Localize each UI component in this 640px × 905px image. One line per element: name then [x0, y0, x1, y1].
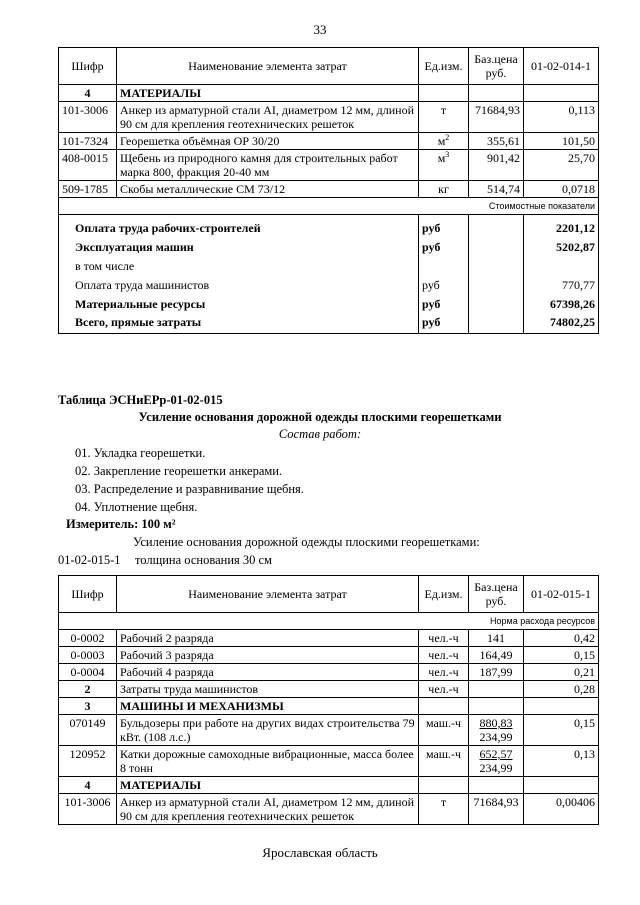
- summary-label: Оплата труда машинистов: [59, 276, 419, 295]
- row-unit: маш.-ч: [419, 746, 469, 777]
- row-price: 71684,93: [469, 794, 524, 825]
- row-code: 101-7324: [59, 133, 117, 150]
- row-price: 141: [469, 630, 524, 647]
- row-value: 0,15: [524, 647, 599, 664]
- row-name: Затраты труда машинистов: [117, 681, 419, 698]
- summary-label: Материальные ресурсы: [59, 295, 419, 314]
- table-row: [59, 664, 599, 681]
- summary-label: Эксплуатация машин: [59, 238, 419, 257]
- row-value: 0,15: [524, 715, 599, 746]
- row-unit: $м^3$: [419, 150, 469, 181]
- row-value: 0,0718: [524, 181, 599, 198]
- summary-value: 67398,26: [524, 295, 599, 314]
- row-price: 164,49: [469, 647, 524, 664]
- row-name: Катки дорожные самоходные вибрационные, масса более 8 тонн: [117, 746, 419, 777]
- row-code: 120952: [59, 746, 117, 777]
- row-code: 101-3006: [59, 102, 117, 133]
- col-header-norm: 01-02-015-1: [524, 576, 599, 613]
- row-code: 0-0004: [59, 664, 117, 681]
- table-row: [59, 681, 599, 698]
- table-row: [59, 794, 599, 825]
- page-number: 33: [313, 22, 327, 37]
- row-name: Скобы металлические СМ 73/12: [117, 181, 419, 198]
- work-item: 02. Закрепление георешетки анкерами.: [75, 464, 283, 478]
- page-footer: Ярославская область: [262, 845, 378, 860]
- row-unit: чел.-ч: [419, 664, 469, 681]
- summary-unit: руб: [419, 276, 469, 295]
- row-price: 901,42: [469, 150, 524, 181]
- table-row: [59, 630, 599, 647]
- section-row: [59, 85, 599, 102]
- row-code: 0-0002: [59, 630, 117, 647]
- table-row: [59, 647, 599, 664]
- table-row: [59, 150, 599, 181]
- row-value: 0,113: [524, 102, 599, 133]
- norm-caption: Норма расхода ресурсов: [59, 613, 599, 630]
- summary-label: в том числе: [59, 257, 419, 276]
- row-name: Анкер из арматурной стали AI, диаметром 12 мм, длиной 90 см для крепления геотехнических решеток: [117, 102, 419, 133]
- row-value: 0,21: [524, 664, 599, 681]
- cost-caption: Стоимостные показатели: [59, 198, 599, 215]
- summary-label: Оплата труда рабочих-строителей: [59, 215, 419, 239]
- summary-unit: руб: [419, 295, 469, 314]
- row-code: 070149: [59, 715, 117, 746]
- col-header-price: Баз.цена руб.: [469, 48, 524, 85]
- row-name: Щебень из природного камня для строительных работ марка 800, фракция 20-40 мм: [117, 150, 419, 181]
- row-value: 25,70: [524, 150, 599, 181]
- row-unit: кг: [419, 181, 469, 198]
- col-header-norm: 01-02-014-1: [524, 48, 599, 85]
- work-item: 04. Уплотнение щебня.: [75, 500, 198, 514]
- row-price: 355,61: [469, 133, 524, 150]
- row-price: [469, 715, 524, 746]
- summary-value: 5202,87: [524, 238, 599, 257]
- row-price: 514,74: [469, 181, 524, 198]
- section-title: МАШИНЫ И МЕХАНИЗМЫ: [117, 698, 419, 715]
- table-01-02-015: [58, 575, 599, 825]
- row-unit: маш.-ч: [419, 715, 469, 746]
- row-unit: чел.-ч: [419, 630, 469, 647]
- price-main: 880,83: [479, 716, 513, 730]
- table-subtitle: Усиление основания дорожной одежды плоскими георешетками: [138, 410, 502, 424]
- col-header-name: Наименование элемента затрат: [117, 576, 419, 613]
- section-title: МАТЕРИАЛЫ: [117, 777, 419, 794]
- meter: Измеритель: 100 м²: [66, 517, 176, 531]
- table-row: [59, 746, 599, 777]
- row-code: 2: [59, 681, 117, 698]
- row-name: Рабочий 2 разряда: [117, 630, 419, 647]
- table-row: [59, 715, 599, 746]
- row-code: 408-0015: [59, 150, 117, 181]
- item-code: 01-02-015-1: [58, 553, 121, 567]
- row-unit: чел.-ч: [419, 647, 469, 664]
- col-header-name: Наименование элемента затрат: [117, 48, 419, 85]
- row-value: 0,28: [524, 681, 599, 698]
- row-unit: чел.-ч: [419, 681, 469, 698]
- section-number: 3: [59, 698, 117, 715]
- summary-unit: руб: [419, 314, 469, 334]
- row-name: Рабочий 3 разряда: [117, 647, 419, 664]
- table-row: [59, 102, 599, 133]
- row-name: Анкер из арматурной стали AI, диаметром 12 мм, длиной 90 см для крепления геотехнических решеток: [117, 794, 419, 825]
- col-header-price: Баз.цена руб.: [469, 576, 524, 613]
- row-name: Бульдозеры при работе на других видах строительства 79 кВт. (108 л.с.): [117, 715, 419, 746]
- section-number: 4: [59, 777, 117, 794]
- row-value: 0,00406: [524, 794, 599, 825]
- row-unit: $м^2$: [419, 133, 469, 150]
- row-name: Рабочий 4 разряда: [117, 664, 419, 681]
- row-price: [469, 746, 524, 777]
- col-header-code: Шифр: [59, 576, 117, 613]
- row-unit: т: [419, 102, 469, 133]
- item-text: толщина основания 30 см: [135, 553, 272, 567]
- table-row: [59, 133, 599, 150]
- row-price: 71684,93: [469, 102, 524, 133]
- section-number: 4: [59, 85, 117, 102]
- row-value: 0,42: [524, 630, 599, 647]
- work-item: 03. Распределение и разравнивание щебня.: [75, 482, 304, 496]
- col-header-unit: Ед.изм.: [419, 576, 469, 613]
- row-code: 509-1785: [59, 181, 117, 198]
- row-code: 101-3006: [59, 794, 117, 825]
- table-01-02-014: [58, 47, 599, 334]
- col-header-unit: Ед.изм.: [419, 48, 469, 85]
- summary-value: 2201,12: [524, 215, 599, 239]
- table-row: [59, 181, 599, 198]
- row-price: 187,99: [469, 664, 524, 681]
- table-title: Таблица ЭСНиЕРр-01-02-015: [58, 393, 223, 407]
- summary-value: 74802,25: [524, 314, 599, 334]
- col-header-code: Шифр: [59, 48, 117, 85]
- summary-unit: руб: [419, 238, 469, 257]
- row-unit: т: [419, 794, 469, 825]
- row-code: 0-0003: [59, 647, 117, 664]
- summary-unit: руб: [419, 215, 469, 239]
- row-value: 0,13: [524, 746, 599, 777]
- section-title: МАТЕРИАЛЫ: [117, 85, 419, 102]
- work-item: 01. Укладка георешетки.: [75, 446, 206, 460]
- section-row: [59, 698, 599, 715]
- summary-label: Всего, прямые затраты: [59, 314, 419, 334]
- price-secondary: 234,99: [479, 730, 513, 744]
- row-value: 101,50: [524, 133, 599, 150]
- composition-title: Состав работ:: [278, 427, 362, 441]
- price-main: 652,57: [479, 747, 513, 761]
- price-secondary: 234,99: [479, 761, 513, 775]
- summary-value: 770,77: [524, 276, 599, 295]
- section-row: [59, 777, 599, 794]
- description: Усиление основания дорожной одежды плоскими георешетками:: [133, 535, 480, 549]
- row-name: Георешетка объёмная ОР 30/20: [117, 133, 419, 150]
